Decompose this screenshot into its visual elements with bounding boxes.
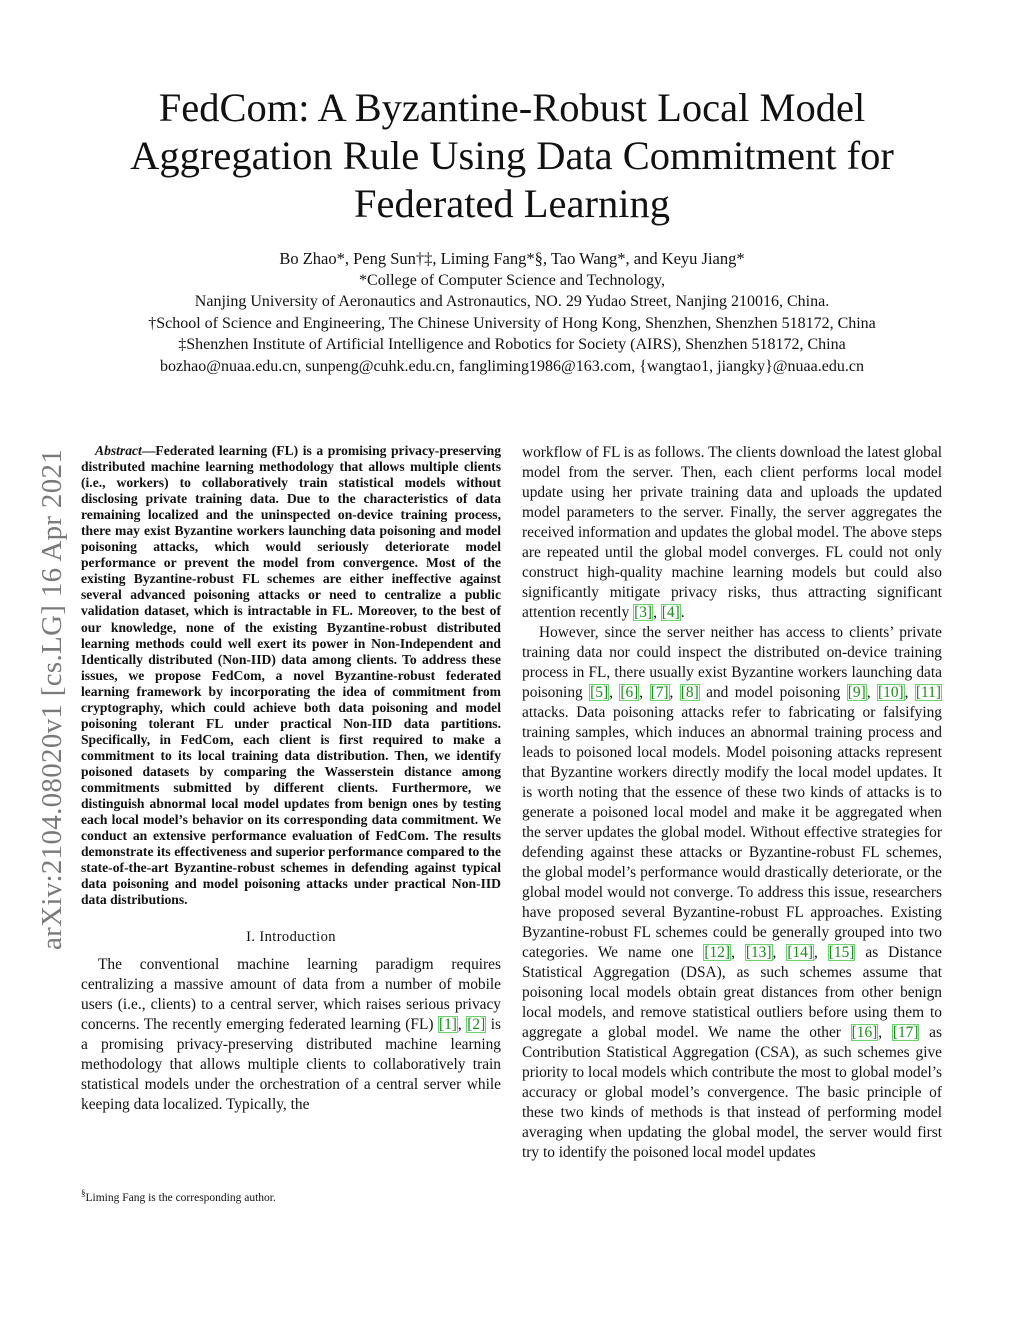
citation-link[interactable]: [17]: [892, 1024, 919, 1041]
author-names: Bo Zhao*, Peng Sun†‡, Liming Fang*§, Tao Wang*, and Keyu Jiang*: [279, 249, 745, 268]
affiliation-3: ‡Shenzhen Institute of Artificial Intelligence and Robotics for Society (AIRS), Shenzhen 518172, China: [178, 336, 846, 354]
citation-link[interactable]: [2]: [467, 1016, 486, 1034]
citation-link[interactable]: [13]: [745, 944, 772, 961]
citation-link[interactable]: [6]: [620, 684, 639, 701]
arxiv-identifier-stamp: arXiv:2104.08020v1 [cs.LG] 16 Apr 2021: [36, 448, 68, 950]
intro-text: The conventional machine learning paradigm requires centralizing a massive amount of data from a number of mobile users (i.e., clients) to a central server, which raises serious privacy concerns. The recently emerging federated learning (FL): [81, 956, 501, 1034]
citation-link[interactable]: [16]: [851, 1024, 878, 1041]
affiliation-1: *College of Computer Science and Technology,: [359, 271, 665, 289]
citation-link[interactable]: [8]: [680, 684, 699, 701]
citation-link[interactable]: [10]: [878, 684, 904, 701]
citation-link[interactable]: [9]: [847, 684, 866, 701]
intro-text: .: [680, 604, 685, 621]
right-column: [522, 443, 942, 1163]
citation-link[interactable]: [11]: [915, 684, 941, 701]
paper-title: FedCom: A Byzantine-Robust Local Model Aggregation Rule Using Data Commitment for Federated Learning: [130, 85, 894, 226]
intro-text: as Contribution Statistical Aggregation (CSA), as such schemes give priority to local models which contribute the most to global model’s accuracy or global model’s convergence. The basic principle of these two kinds of methods is that instead of performing model averaging when updating the global model, the server would first try to identify the poisoned local model updates: [522, 1024, 943, 1161]
citation-link[interactable]: [3]: [634, 604, 653, 621]
abstract: [81, 443, 501, 908]
citation-separator: ,: [813, 944, 828, 961]
citation-separator: ,: [731, 944, 745, 961]
intro-text: is a promising privacy-preserving distributed machine learning methodology that allows multiple clients to collaboratively train statistical models under the orchestration of a central server while keeping data localized. Typically, the: [81, 1016, 501, 1114]
affiliation-1-address: Nanjing University of Aeronautics and Astronautics, NO. 29 Yudao Street, Nanjing 210016, China.: [194, 293, 830, 311]
abstract-label: Abstract: [95, 443, 142, 458]
section-heading-introduction: I. Introduction: [246, 929, 336, 946]
citation-separator: ,: [878, 1024, 892, 1041]
intro-paragraph-1: [81, 955, 501, 1115]
citation-separator: ,: [904, 684, 915, 701]
intro-text: attacks. Data poisoning attacks refer to fabricating or falsifying training samples, which induces an abnormal training process and leads to poisoned local models. Model poisoning attacks represent that Byzantine workers directly modify the local model updates. It is worth noting that the essence of these two kinds of attacks is to generate a poisoned local model and make it be aggregated when the server updates the global model. Without effective strategies for defending against these attacks or Byzantine-robust FL schemes, the global model’s performance would drastically deteriorate, or the global model would not converge. To address this issue, researchers have proposed several Byzantine-robust FL approaches. Existing Byzantine-robust FL schemes could be generally grouped into two categories. We name one: [522, 704, 942, 961]
citation-link[interactable]: [4]: [661, 604, 680, 621]
citation-separator: ,: [609, 684, 620, 701]
citation-separator: ,: [653, 604, 661, 621]
citation-separator: ,: [669, 684, 680, 701]
citation-separator: ,: [639, 684, 650, 701]
citation-link[interactable]: [7]: [650, 684, 669, 701]
intro-text: However, since the server neither has access to clients’ private training data nor could inspect the distributed on-device training process in FL, there usually exist Byzantine workers launching data poisoning: [522, 624, 942, 701]
footnote-mark: §: [81, 1188, 86, 1198]
citation-separator: ,: [866, 684, 877, 701]
citation-separator: ,: [457, 1016, 467, 1034]
abstract-text: —Federated learning (FL) is a promising privacy-preserving distributed machine learning methodology that allows multiple clients (i.e., workers) to collaboratively train statistical models without disclosing private training data. Due to the characteristics of data remaining localized and the uninspected on-device training process, there may exist Byzantine workers launching data poisoning and model poisoning attacks, which would seriously deteriorate model performance or prevent the model from convergence. Most of the existing Byzantine-robust FL schemes are either ineffective against several advanced poisoning attacks or need to centralize a public validation dataset, which is intractable in FL. Moreover, to the best of our knowledge, none of the existing Byzantine-robust distributed learning methods could well exert its power in Non-Independent and Identically distributed (Non-IID) data among clients. To address these issues, we propose FedCom, a novel Byzantine-robust federated learning framework by incorporating the idea of commitment from cryptography, which could achieve both data poisoning and model poisoning tolerant FL under practical Non-IID data partitions. Specifically, in FedCom, each client is first required to make a commitment to its local training data distribution. Then, we identify poisoned datasets by comparing the Wasserstein distance among commitments submitted by different clients. Furthermore, we distinguish abnormal local model updates from benign ones by testing each local model’s behavior on its corresponding data commitment. We conduct an extensive performance evaluation of FedCom. The results demonstrate its effectiveness and superior performance compared to the state-of-the-art Byzantine-robust schemes in defending against typical data poisoning and model poisoning attacks under practical Non-IID data distributions.: [81, 443, 501, 908]
intro-paragraph-2: [522, 623, 942, 1163]
left-column: [81, 443, 501, 1115]
citation-link[interactable]: [12]: [704, 944, 731, 961]
citation-link[interactable]: [1]: [438, 1016, 457, 1034]
author-block: [90, 248, 934, 378]
citation-separator: ,: [772, 944, 787, 961]
intro-text: and model poisoning: [699, 684, 847, 701]
affiliation-2: †School of Science and Engineering, The Chinese University of Hong Kong, Shenzhen, Shenzhen 518172, China: [148, 314, 876, 332]
citation-link[interactable]: [5]: [590, 684, 609, 701]
citation-link[interactable]: [15]: [828, 944, 855, 961]
intro-paragraph-1-continued: [522, 443, 942, 623]
intro-text: workflow of FL is as follows. The clients download the latest global model from the server. Then, each client performs local model update using her private training data and uploads the updated model parameters to the server. Finally, the server aggregates the received information and updates the global model. The above steps are repeated until the global model converges. FL could not only construct high-quality machine learning models but could also significantly mitigate privacy risks, thus attracting significant attention recently: [522, 444, 942, 621]
citation-link[interactable]: [14]: [787, 944, 813, 961]
author-emails: bozhao@nuaa.edu.cn, sunpeng@cuhk.edu.cn, fangliming1986@163.com, {wangtao1, jiangky}@nuaa.edu.cn: [160, 357, 864, 375]
intro-text: as Distance Statistical Aggregation (DSA), as such schemes assume that poisoning local models obtain great distances from other benign local models, and remove statistical outliers before using them to aggregate a global model. We name the other: [522, 944, 942, 1041]
footnote-text: Liming Fang is the corresponding author.: [85, 1191, 276, 1204]
corresponding-author-footnote: [81, 1186, 501, 1206]
